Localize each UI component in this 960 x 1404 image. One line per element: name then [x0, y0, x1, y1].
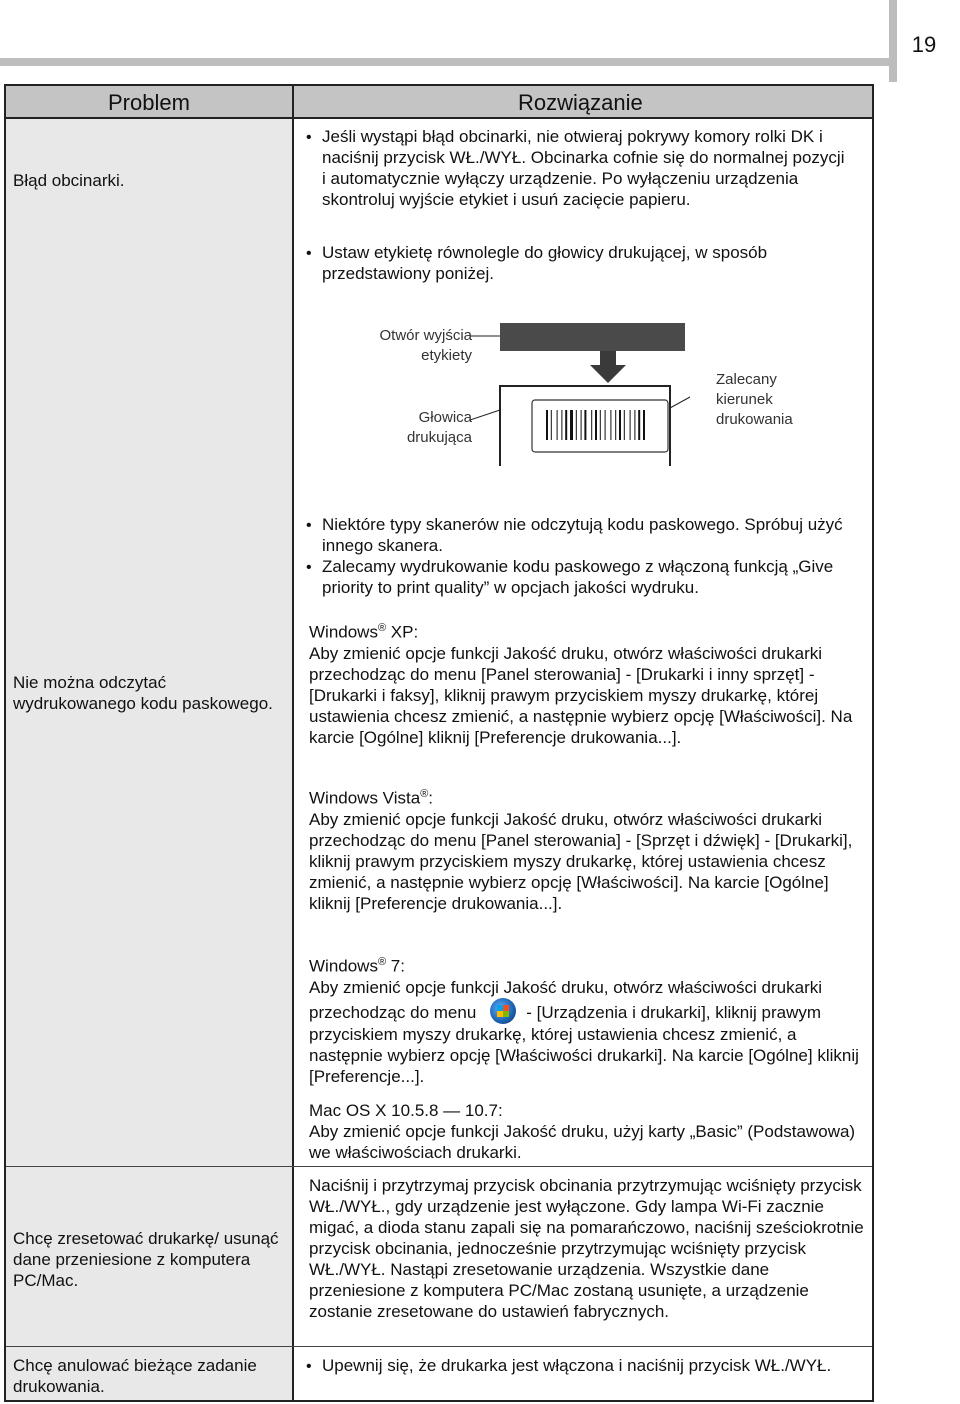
cutter-solution-2: Ustaw etykietę równolegle do głowicy drukującej, w sposób przedstawiony poniżej. — [322, 243, 768, 283]
head-leader-line — [470, 410, 500, 420]
windows-vista-heading: Windows Vista®: — [309, 788, 434, 808]
windows-xp-heading: Windows® XP: — [309, 622, 419, 642]
bullet-icon: • — [306, 517, 312, 534]
windows-vista-text: Aby zmienić opcje funkcji Jakość druku, otwórz właściwości drukarki przechodząc do menu [Panel sterowania] - [Sprzęt i dźwięk] - [Drukarki], kliknij prawym przyciskiem myszy drukarkę, której ustawienia chcesz zmienić, a następnie wybierz opcję [Właściwości]. Na karcie [Ogólne] kliknij [Preferencje drukowania...]. — [309, 809, 853, 913]
down-arrow-icon — [590, 365, 626, 383]
windows-vista-section — [309, 784, 867, 914]
problem-barcode-unreadable: Nie można odczytać wydrukowanego kodu paskowego. — [13, 673, 273, 713]
windows-xp-text: Aby zmienić opcje funkcji Jakość druku, otwórz właściwości drukarki przechodząc do menu [Panel sterowania] - [Drukarki i inny sprzęt] - [Drukarki i faksy], kliknij prawym przyciskiem myszy drukarkę, której ustawienia chcesz zmienić, a następnie wybierz opcję [Właściwości]. Na karcie [Ogólne] kliknij [Preferencje drukowania...]. — [309, 643, 853, 747]
barcode-solution-2: Zalecamy wydrukowanie kodu paskowego z włączoną funkcją „Give priority to print quality” w opcjach jakości wydruku. — [322, 557, 834, 597]
label-alignment-diagram — [470, 318, 690, 478]
mac-text: Aby zmienić opcje funkcji Jakość druku, użyj karty „Basic” (Podstawowa) we właściwościach drukarki. — [309, 1122, 856, 1162]
header-solution: Rozwiązanie — [518, 90, 643, 115]
windows-7-text: Aby zmienić opcje funkcji Jakość druku, otwórz właściwości drukarki przechodząc do menu - [Urządzenia i drukarki], kliknij prawym przyciskiem myszy drukarkę, której ustawienia chcesz zmienić, a następnie wybierz opcję [Właściwości drukarki]. Na karcie [Ogólne] kliknij [Preferencje...]. — [309, 977, 859, 1086]
column-separator — [292, 86, 294, 1400]
bullet-icon: • — [306, 559, 312, 576]
reset-solution: Naciśnij i przytrzymaj przycisk obcinania przytrzymując wciśnięty przycisk WŁ./WYŁ., gdy urządzenie jest wyłączone. Gdy lampa Wi-Fi zacznie migać, a dioda stanu zapali się na pomarańczowo, naciśnij sześciokrotnie przycisk obcinania, jednocześnie przytrzymując wciśnięty przycisk WŁ./WYŁ. Nastąpi zresetowanie urządzenia. Wszystkie dane przeniesione z komputera PC/Mac zostaną usunięte, a urządzenie zostanie zresetowane do ustawień fabrycznych. — [309, 1176, 864, 1321]
registered-icon: ® — [377, 956, 387, 968]
mac-heading: Mac OS X 10.5.8 — 10.7: — [309, 1101, 503, 1120]
page-number: 19 — [911, 32, 937, 57]
diagram-label-exit: Otwór wyjścia etykiety — [379, 327, 472, 364]
header-problem: Problem — [108, 90, 190, 115]
row-divider — [6, 1166, 872, 1167]
problem-reset-printer: Chcę zresetować drukarkę/ usunąć dane przeniesione z komputera PC/Mac. — [13, 1229, 279, 1290]
problem-cancel-print: Chcę anulować bieżące zadanie drukowania. — [13, 1356, 257, 1396]
arrow-icon — [600, 351, 616, 365]
windows-7-heading: Windows® 7: — [309, 956, 405, 976]
registered-icon: ® — [377, 622, 387, 634]
cancel-solution-1: Upewnij się, że drukarka jest włączona i naciśnij przycisk WŁ./WYŁ. — [322, 1356, 832, 1375]
problem-cutter-error: Błąd obcinarki. — [13, 171, 125, 190]
bullet-icon: • — [306, 245, 312, 262]
windows-xp-section — [309, 618, 867, 748]
row-divider — [6, 1346, 872, 1347]
page-tab-rule — [889, 0, 897, 82]
bullet-icon: • — [306, 1358, 312, 1375]
bullet-icon: • — [306, 129, 312, 146]
diagram-label-print-head: Głowica drukująca — [406, 409, 472, 446]
direction-leader-line — [670, 386, 690, 408]
diagram-label-direction: Zalecany kierunek drukowania — [716, 371, 793, 428]
windows-7-section — [309, 952, 867, 1087]
label-exit-slot — [500, 323, 685, 351]
windows-start-icon — [490, 998, 516, 1024]
barcode-solution-1: Niektóre typy skanerów nie odczytują kodu paskowego. Spróbuj użyć innego skanera. — [322, 515, 843, 555]
registered-icon: ® — [420, 788, 429, 800]
header-rule — [0, 58, 895, 66]
mac-section — [309, 1100, 867, 1163]
cutter-solution-1: Jeśli wystąpi błąd obcinarki, nie otwieraj pokrywy komory rolki DK i naciśnij przycisk WŁ./WYŁ. Obcinarka cofnie się do normalnej pozycji i automatycznie wyłączy urządzenie. Po wyłączeniu urządzenia skontroluj wyjście etykiet i usuń zacięcie papieru. — [322, 127, 845, 209]
